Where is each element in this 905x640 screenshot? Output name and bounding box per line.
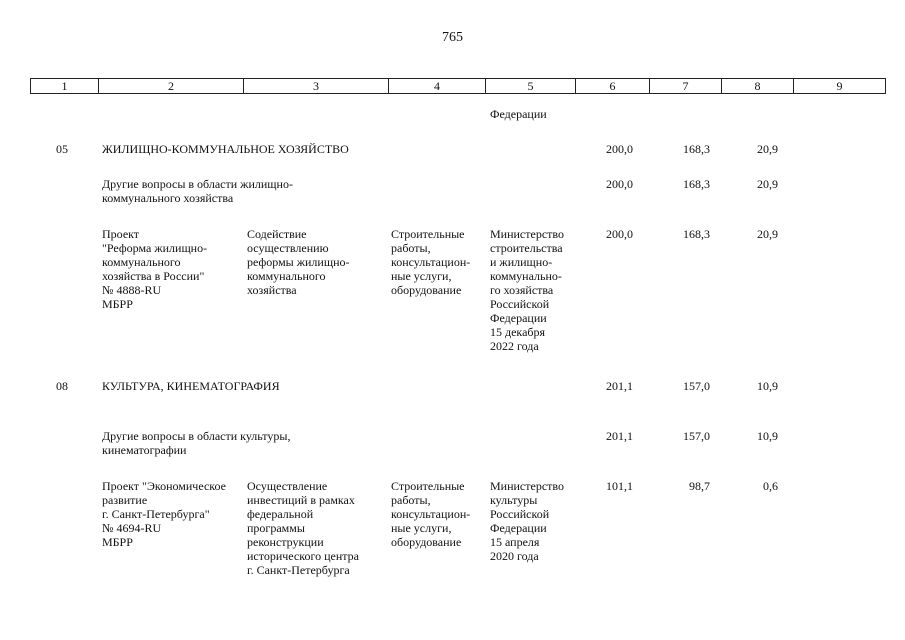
amount-col8: 0,6 [763,479,778,493]
amount-col8: 20,9 [757,177,778,191]
amount-col8: 10,9 [757,429,778,443]
section-title: ЖИЛИЩНО-КОММУНАЛЬНОЕ ХОЗЯЙСТВО [102,142,349,156]
section-title: КУЛЬТУРА, КИНЕМАТОГРАФИЯ [102,379,280,393]
amount-col7: 98,7 [689,479,710,493]
amount-col6: 200,0 [606,142,633,156]
column-number-header [30,78,886,94]
project-purpose: Осуществление инвестиций в рамках федеральной программы реконструкции исторического центра г. Санкт-Петербурга [247,479,359,577]
column-number-3: 3 [244,79,389,94]
column-number-6: 6 [576,79,650,94]
project-purpose: Содействие осуществлению реформы жилищно- коммунального хозяйства [247,227,350,297]
amount-col7: 168,3 [683,227,710,241]
amount-col6: 200,0 [606,177,633,191]
section-code: 05 [56,142,68,156]
amount-col8: 20,9 [757,142,778,156]
project-name: Проект "Экономическое развитие г. Санкт-Петербурга" № 4694-RU МБРР [102,479,226,549]
column-number-8: 8 [722,79,794,94]
project-name: Проект "Реформа жилищно- коммунального хозяйства в России" № 4888-RU МБРР [102,227,208,311]
subsection-title: Другие вопросы в области жилищно- коммунального хозяйства [102,177,293,205]
column-number-1: 1 [31,79,99,94]
amount-col6: 201,1 [606,379,633,393]
amount-col6: 101,1 [606,479,633,493]
amount-col8: 10,9 [757,379,778,393]
page-number: 765 [442,30,463,45]
column-number-4: 4 [389,79,486,94]
amount-col6: 200,0 [606,227,633,241]
continuation-text: Федерации [490,107,547,121]
subsection-title: Другие вопросы в области культуры, кинематографии [102,429,291,457]
amount-col7: 168,3 [683,142,710,156]
amount-col7: 157,0 [683,379,710,393]
amount-col8: 20,9 [757,227,778,241]
section-code: 08 [56,379,68,393]
project-works: Строительные работы, консультацион- ные услуги, оборудование [391,479,471,549]
column-number-5: 5 [486,79,576,94]
column-number-7: 7 [650,79,722,94]
project-works: Строительные работы, консультацион- ные услуги, оборудование [391,227,471,297]
amount-col7: 168,3 [683,177,710,191]
responsible-ministry: Министерство строительства и жилищно- коммунально- го хозяйства Российской Федерации 15 декабря 2022 года [490,227,564,353]
amount-col7: 157,0 [683,429,710,443]
column-number-2: 2 [99,79,244,94]
column-number-9: 9 [794,79,886,94]
amount-col6: 201,1 [606,429,633,443]
responsible-ministry: Министерство культуры Российской Федерации 15 апреля 2020 года [490,479,564,563]
